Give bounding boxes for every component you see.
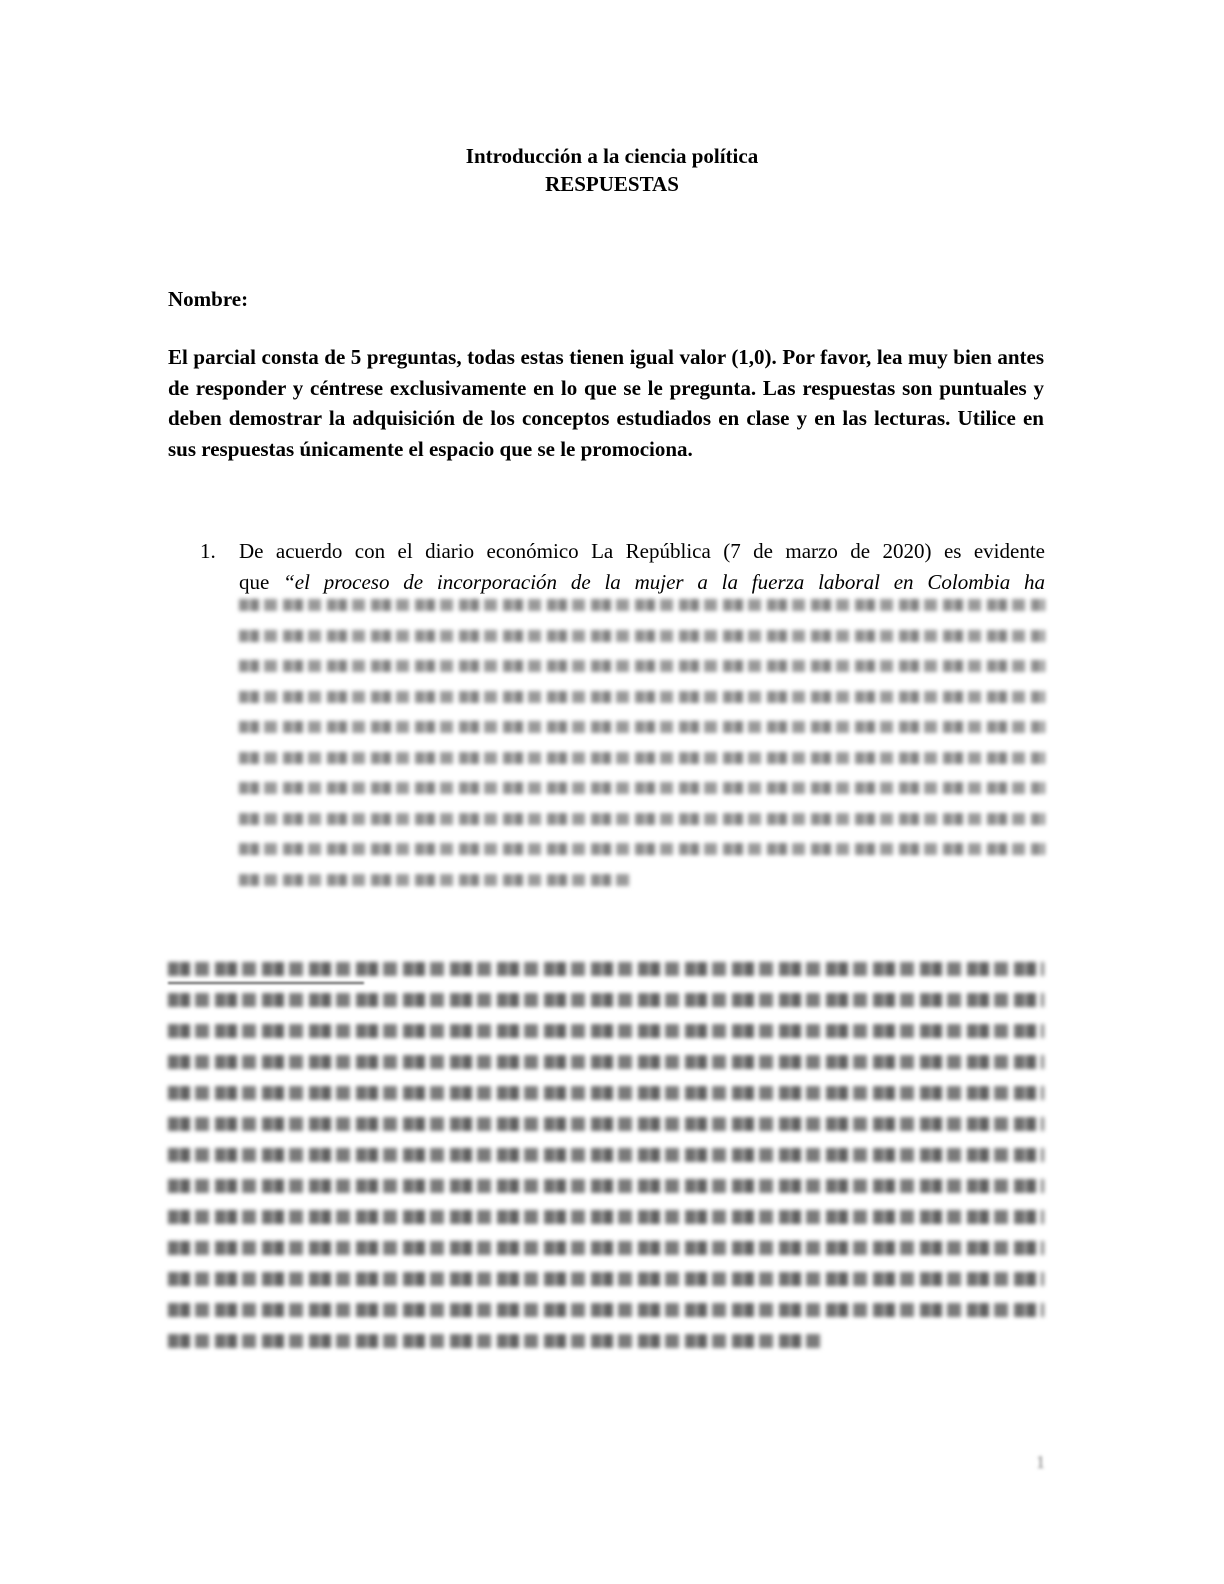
- blurred-line: [239, 843, 1045, 855]
- name-label: Nombre:: [168, 287, 249, 311]
- document-title: [0, 142, 1224, 198]
- answers-heading: RESPUESTAS: [545, 172, 679, 196]
- question-number: 1.: [200, 539, 216, 563]
- blurred-line: [239, 752, 1045, 764]
- answer-heading-underline: [168, 982, 364, 984]
- question-line-2: [239, 567, 1045, 598]
- blurred-line: [239, 721, 1045, 733]
- blurred-line: [239, 874, 634, 886]
- blurred-line: [168, 1024, 1044, 1038]
- blurred-line: [168, 1241, 1044, 1255]
- blurred-line: [168, 993, 1044, 1007]
- question-line-1: De acuerdo con el diario económico La República (7 de marzo de 2020) es evidente: [239, 539, 1045, 563]
- blurred-line: [168, 1117, 1044, 1131]
- blurred-line: [168, 1303, 1044, 1317]
- blurred-line: [239, 782, 1045, 794]
- blurred-line: [168, 1334, 825, 1348]
- blurred-line: [168, 1179, 1044, 1193]
- question-quote: “el proceso de incorporación de la mujer a la fuerza laboral en Colombia ha: [283, 569, 1045, 594]
- page-number: 1: [1036, 1452, 1045, 1472]
- blurred-line: [239, 599, 1045, 611]
- question-line-2-prefix: que: [239, 569, 284, 594]
- blurred-line: [168, 1055, 1044, 1069]
- blurred-line: [239, 660, 1045, 672]
- blurred-line: [239, 691, 1045, 703]
- exam-instructions: El parcial consta de 5 preguntas, todas estas tienen igual valor (1,0). Por favor, lea muy bien antes de responder y céntrese exclusivamente en lo que se le pregunta. Las respuestas son puntuales y deben demostrar la adquisición de los conceptos estudiados en clase y en las lecturas. Utilice en sus respuestas únicamente el espacio que se le promociona.: [168, 345, 1044, 461]
- blurred-line: [168, 1086, 1044, 1100]
- answer-blurred-text: [168, 962, 1044, 1365]
- blurred-line: [168, 962, 1044, 976]
- course-title: Introducción a la ciencia política: [465, 144, 759, 168]
- blurred-line: [239, 813, 1045, 825]
- blurred-line: [168, 1148, 1044, 1162]
- blurred-line: [168, 1210, 1044, 1224]
- question-1-blurred-text: [239, 599, 1045, 904]
- blurred-line: [168, 1272, 1044, 1286]
- blurred-line: [239, 630, 1045, 642]
